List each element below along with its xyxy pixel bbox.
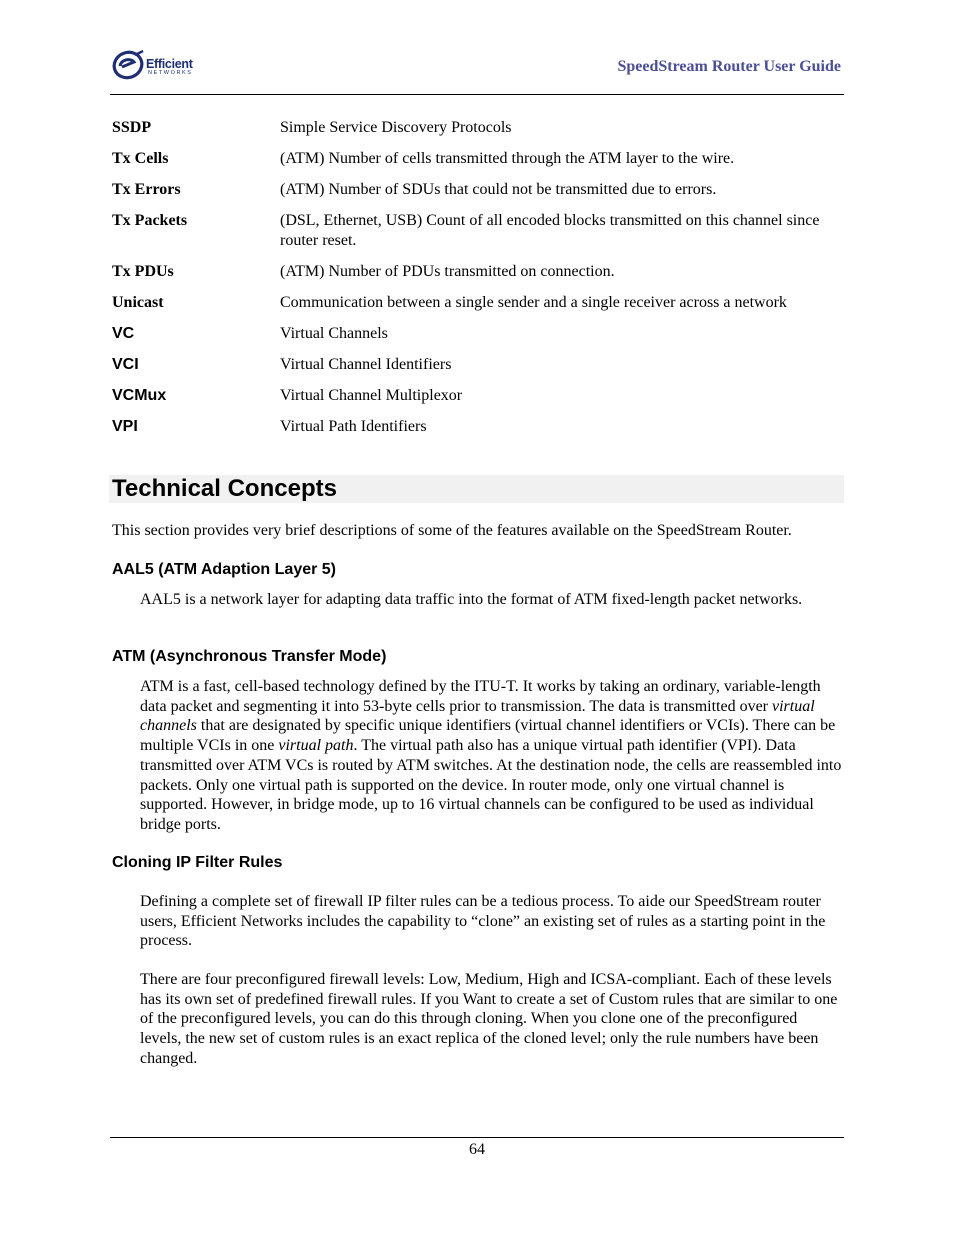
glossary-term: VC <box>112 324 135 342</box>
atm-text-part: ATM is a fast, cell-based technology defined by the ITU-T. It works by taking an ordinary, variable-length data packet and segmenting it into 53-byte cells prior to transmission. The data is transmitted over <box>140 678 821 715</box>
atm-text-part: . The virtual path also has a unique virtual path identifier (VPI). Data transmitted over ATM VCs is routed by ATM switches. At the destination node, the cells are reassembled into packets. Only one virtual path is supported on the device. In router mode, only one virtual channel is supported. However, in bridge mode, up to 16 virtual channels can be configured to be used as individual bridge ports. <box>140 737 842 833</box>
glossary-row-unicast <box>112 293 844 313</box>
glossary-definition: Virtual Channel Multiplexor <box>280 386 463 404</box>
glossary-term: VCI <box>112 355 139 373</box>
section-title: Technical Concepts <box>112 475 337 502</box>
header-divider <box>110 94 844 95</box>
glossary-term: Tx Packets <box>112 212 188 229</box>
glossary-term: Tx Cells <box>112 150 169 167</box>
efficient-networks-logo <box>112 48 222 84</box>
glossary-term: SSDP <box>112 119 152 136</box>
glossary-definition: Simple Service Discovery Protocols <box>280 119 512 136</box>
topic-heading-atm: ATM (Asynchronous Transfer Mode) <box>112 648 387 665</box>
topic-text-cloning-2: There are four preconfigured firewall levels: Low, Medium, High and ICSA-compliant. Each of these levels has its own set of predefined firewall rules. If you Want to create a set of Custom rules that are similar to one of the preconfigured levels, you can do this through cloning. When you clone one of the preconfigured levels, the new set of custom rules is an exact replica of the cloned level; only the rule numbers have been changed. <box>140 971 838 1067</box>
glossary-definition: Virtual Channel Identifiers <box>280 355 452 373</box>
topic-text-cloning-1: Defining a complete set of firewall IP filter rules can be a tedious process. To aide our SpeedStream router users, Efficient Networks includes the capability to “clone” an existing set of rules as a starting point in the process. <box>140 893 826 950</box>
glossary-term: Tx Errors <box>112 181 181 198</box>
glossary-row-tx-packets <box>112 211 844 250</box>
footer-divider <box>110 1137 844 1138</box>
glossary-definition: Virtual Channels <box>280 324 388 342</box>
topic-text-atm <box>140 677 842 835</box>
glossary-row-vc <box>112 324 844 344</box>
glossary-row-tx-pdus <box>112 262 844 282</box>
efficient-e-logo-icon <box>112 50 146 80</box>
glossary-definition: (DSL, Ethernet, USB) Count of all encoded blocks transmitted on this channel since router reset. <box>280 212 820 249</box>
glossary-definition: (ATM) Number of PDUs transmitted on connection. <box>280 262 615 280</box>
glossary-definition: (ATM) Number of cells transmitted through the ATM layer to the wire. <box>280 150 735 167</box>
topic-heading-cloning: Cloning IP Filter Rules <box>112 854 283 871</box>
atm-text-part: that are designated by specific unique identifiers (virtual channel identifiers or VCIs). There can be multiple VCIs in one <box>140 717 836 755</box>
glossary-row-vcmux <box>112 386 844 406</box>
logo-subtitle: NETWORKS <box>148 70 193 76</box>
glossary-definition: Communication between a single sender and a single receiver across a network <box>280 293 787 311</box>
glossary-row-vci <box>112 355 844 375</box>
atm-emphasis-virtual-path: virtual path <box>278 737 354 755</box>
glossary-term: Tx PDUs <box>112 262 174 280</box>
glossary-definition: (ATM) Number of SDUs that could not be transmitted due to errors. <box>280 181 717 198</box>
section-intro: This section provides very brief descriptions of some of the features available on the SpeedStream Router. <box>112 522 792 539</box>
glossary-row-tx-errors <box>112 180 844 200</box>
atm-emphasis-virtual-channels: virtual channels <box>140 697 815 735</box>
document-title: SpeedStream Router User Guide <box>617 58 841 75</box>
topic-heading-aal5: AAL5 (ATM Adaption Layer 5) <box>112 561 337 578</box>
topic-text-aal5: AAL5 is a network layer for adapting data traffic into the format of ATM fixed-length packet networks. <box>140 591 803 608</box>
glossary-term: Unicast <box>112 293 164 311</box>
glossary-list <box>112 118 844 436</box>
glossary-row-vpi <box>112 417 844 437</box>
logo-name: Efficient <box>146 57 193 71</box>
glossary-term: VCMux <box>112 386 167 404</box>
glossary-row-tx-cells <box>112 149 844 169</box>
glossary-definition: Virtual Path Identifiers <box>280 417 427 435</box>
glossary-row-ssdp <box>112 118 844 138</box>
glossary-term: VPI <box>112 417 138 435</box>
page-number: 64 <box>469 1141 485 1158</box>
